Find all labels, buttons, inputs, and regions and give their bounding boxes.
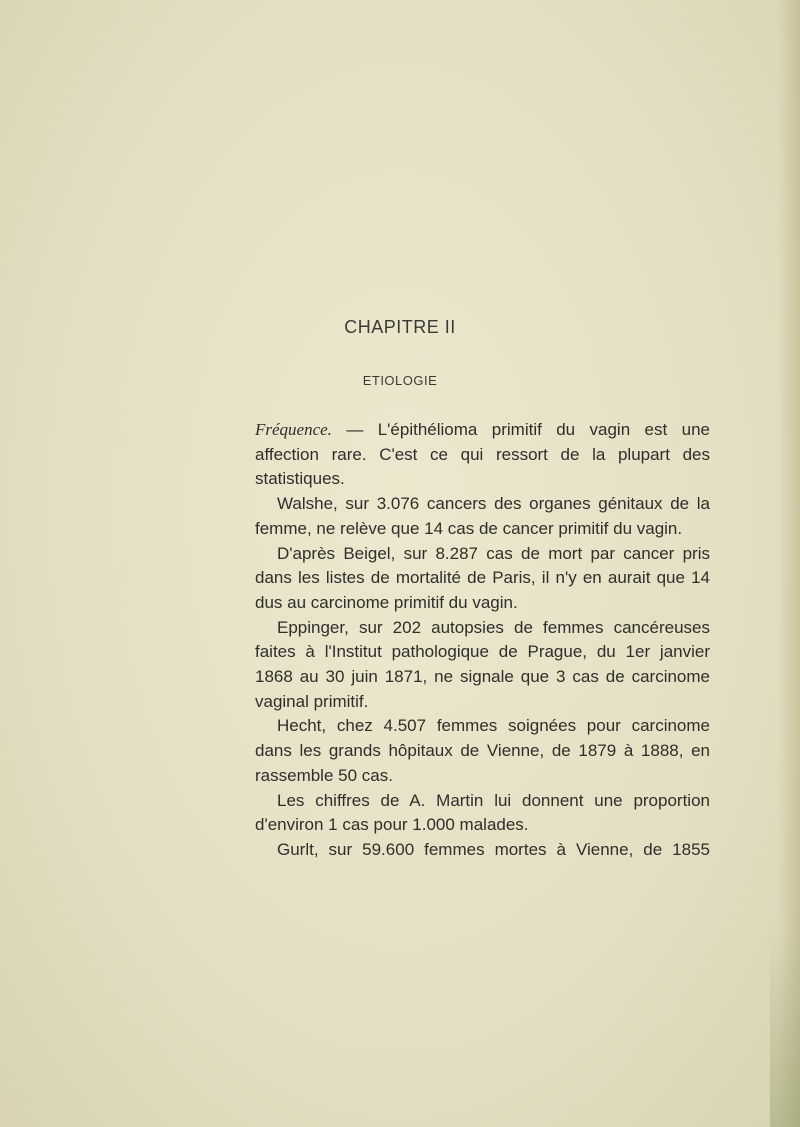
paragraph-lead-in: Fréquence. [255,420,332,439]
body-text [255,418,710,863]
section-heading: ETIOLOGIE [362,373,438,388]
paragraph-text: — L'épithélioma primitif du vagin est une affection rare. C'est ce qui ressort de la plupart des statistiques. [255,420,710,489]
paragraph-gurlt: Gurlt, sur 59.600 femmes mortes à Vienne, de 1855 [277,839,710,859]
paragraph-hecht: Hecht, chez 4.507 femmes soignées pour carcinome dans les grands hôpitaux de Vienne, de 1879 à 1888, en rassemble 50 cas. [255,716,710,785]
paragraph-walshe: Walshe, sur 3.076 cancers des organes génitaux de la femme, ne relève que 14 cas de cancer primitif du vagin. [255,494,710,538]
page-corner-stain [770,927,800,1127]
chapter-heading: CHAPITRE II [344,317,456,337]
paragraph-frequence [255,418,710,492]
paragraph-beigel: D'après Beigel, sur 8.287 cas de mort par cancer pris dans les listes de mortalité de Paris, il n'y en aurait que 14 dus au carcinome primitif du vagin. [255,543,710,612]
paragraph-martin: Les chiffres de A. Martin lui donnent une proportion d'environ 1 cas pour 1.000 malades. [255,790,710,835]
paragraph-eppinger: Eppinger, sur 202 autopsies de femmes cancéreuses faites à l'Institut pathologique de Prague, du 1er janvier 1868 au 30 juin 1871, ne signale que 3 cas de carcinome vaginal primitif. [255,617,710,711]
